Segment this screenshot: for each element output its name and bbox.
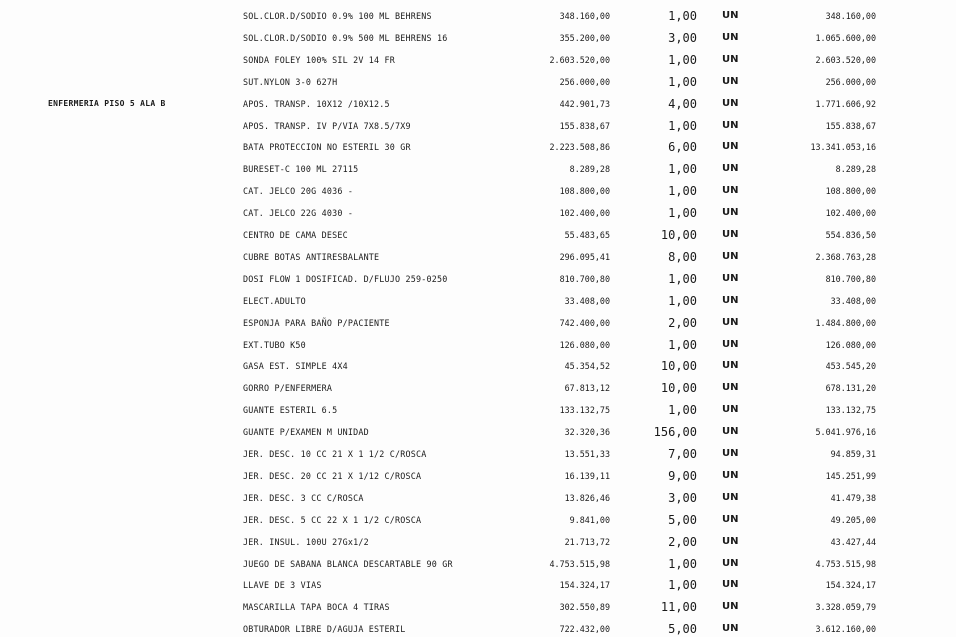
table-row — [0, 553, 956, 575]
line-total: 94.859,31 — [830, 449, 876, 459]
line-total: 133.132,75 — [825, 405, 876, 416]
line-total: 154.324,17 — [825, 580, 876, 591]
item-description: JER. DESC. 3 CC C/ROSCA — [243, 492, 364, 503]
unit-of-measure: UN — [722, 316, 739, 328]
item-description: EXT.TUBO K50 — [243, 339, 306, 350]
quantity: 10,00 — [660, 359, 697, 374]
unit-price: 133.132,75 — [559, 405, 610, 416]
line-total: 49.205,00 — [830, 514, 876, 525]
unit-of-measure: UN — [722, 513, 739, 525]
table-row — [0, 49, 956, 71]
table-row — [0, 27, 956, 49]
item-description: ESPONJA PARA BAÑO P/PACIENTE — [243, 317, 390, 328]
unit-price: 722.432,00 — [559, 624, 610, 635]
quantity: 2,00 — [668, 315, 697, 330]
line-total: 3.328.059,79 — [815, 602, 876, 613]
unit-of-measure: UN — [722, 272, 739, 284]
unit-price: 296.095,41 — [559, 251, 610, 262]
unit-of-measure: UN — [722, 294, 739, 306]
item-description: JER. INSUL. 100U 27Gx1/2 — [243, 536, 369, 547]
unit-price: 442.901,73 — [559, 98, 610, 109]
quantity: 1,00 — [668, 556, 697, 571]
quantity: 1,00 — [668, 74, 697, 89]
line-total: 2.368.763,28 — [815, 251, 876, 262]
unit-of-measure: UN — [722, 469, 739, 481]
item-description: BURESET-C 100 ML 27115 — [243, 164, 359, 175]
item-description: GORRO P/ENFERMERA — [243, 383, 333, 394]
line-total: 102.400,00 — [825, 208, 876, 219]
line-total: 5.041.976,16 — [815, 427, 876, 438]
unit-price: 32.320,36 — [564, 427, 610, 438]
unit-price: 102.400,00 — [559, 208, 610, 219]
quantity: 1,00 — [668, 293, 697, 308]
unit-price: 742.400,00 — [559, 317, 610, 328]
item-description: JUEGO DE SABANA BLANCA DESCARTABLE 90 GR — [243, 558, 453, 569]
table-row — [0, 246, 956, 268]
line-total: 4.753.515,98 — [815, 558, 876, 569]
line-total: 1.484.800,00 — [815, 317, 876, 328]
line-total: 256.000,00 — [825, 76, 876, 87]
table-row — [0, 268, 956, 290]
item-description: SOL.CLOR.D/SODIO 0.9% 100 ML BEHRENS — [243, 11, 432, 21]
unit-of-measure: UN — [722, 141, 739, 153]
unit-of-measure: UN — [722, 97, 739, 109]
unit-price: 45.354,52 — [564, 361, 610, 372]
table-row — [0, 421, 956, 443]
table-row — [0, 71, 956, 93]
line-total: 554.836,50 — [825, 230, 876, 240]
quantity: 1,00 — [668, 52, 697, 67]
item-description: GUANTE P/EXAMEN M UNIDAD — [243, 427, 369, 438]
table-row — [0, 487, 956, 509]
item-description: OBTURADOR LIBRE D/AGUJA ESTERIL — [243, 624, 406, 635]
item-description: MASCARILLA TAPA BOCA 4 TIRAS — [243, 602, 390, 613]
unit-of-measure: UN — [722, 31, 739, 43]
unit-of-measure: UN — [722, 579, 739, 591]
line-total: 678.131,20 — [825, 383, 876, 394]
line-total: 33.408,00 — [830, 295, 876, 306]
unit-price: 8.289,28 — [569, 164, 610, 175]
unit-price: 55.483,65 — [564, 230, 610, 240]
line-total: 126.080,00 — [825, 339, 876, 350]
quantity: 5,00 — [668, 622, 697, 637]
unit-of-measure: UN — [722, 360, 739, 372]
line-total: 8.289,28 — [835, 164, 876, 175]
table-row — [0, 180, 956, 202]
unit-of-measure: UN — [722, 601, 739, 613]
quantity: 1,00 — [668, 9, 697, 23]
table-row — [0, 443, 956, 465]
quantity: 1,00 — [668, 403, 697, 418]
unit-price: 21.713,72 — [564, 536, 610, 547]
unit-price: 154.324,17 — [559, 580, 610, 591]
unit-price: 355.200,00 — [559, 32, 610, 43]
quantity: 6,00 — [668, 140, 697, 155]
item-description: BATA PROTECCION NO ESTERIL 30 GR — [243, 142, 411, 153]
table-row — [0, 5, 956, 27]
unit-price: 2.223.508,86 — [549, 142, 610, 153]
quantity: 10,00 — [660, 381, 697, 396]
unit-of-measure: UN — [722, 250, 739, 262]
quantity: 5,00 — [668, 512, 697, 527]
unit-price: 9.841,00 — [569, 514, 610, 525]
unit-price: 126.080,00 — [559, 339, 610, 350]
quantity: 156,00 — [653, 425, 697, 440]
unit-of-measure: UN — [722, 207, 739, 219]
item-description: DOSI FLOW 1 DOSIFICAD. D/FLUJO 259-0250 — [243, 273, 448, 284]
unit-price: 108.800,00 — [559, 186, 610, 197]
table-row — [0, 355, 956, 377]
table-row — [0, 93, 956, 115]
table-row — [0, 465, 956, 487]
line-total: 41.479,38 — [830, 492, 876, 503]
table-row — [0, 399, 956, 421]
unit-price: 2.603.520,00 — [549, 54, 610, 65]
line-total: 145.251,99 — [825, 470, 876, 481]
table-row — [0, 224, 956, 246]
unit-of-measure: UN — [722, 338, 739, 350]
table-row — [0, 377, 956, 399]
unit-of-measure: UN — [722, 163, 739, 175]
quantity: 1,00 — [668, 271, 697, 286]
line-total: 1.065.600,00 — [815, 32, 876, 43]
quantity: 1,00 — [668, 162, 697, 177]
item-description: CAT. JELCO 20G 4036 - — [243, 186, 354, 197]
line-total: 43.427,44 — [830, 536, 876, 547]
quantity: 4,00 — [668, 96, 697, 111]
unit-price: 4.753.515,98 — [549, 558, 610, 569]
unit-price: 256.000,00 — [559, 76, 610, 87]
quantity: 1,00 — [668, 206, 697, 221]
item-description: SOL.CLOR.D/SODIO 0.9% 500 ML BEHRENS 16 — [243, 32, 448, 43]
unit-of-measure: UN — [722, 229, 739, 240]
unit-price: 13.551,33 — [564, 449, 610, 459]
item-description: SONDA FOLEY 100% SIL 2V 14 FR — [243, 54, 396, 65]
item-description: JER. DESC. 10 CC 21 X 1 1/2 C/ROSCA — [243, 449, 427, 459]
table-row — [0, 136, 956, 158]
item-description: GUANTE ESTERIL 6.5 — [243, 405, 338, 416]
line-total: 348.160,00 — [825, 11, 876, 21]
unit-of-measure: UN — [722, 185, 739, 197]
line-total: 108.800,00 — [825, 186, 876, 197]
unit-of-measure: UN — [722, 491, 739, 503]
quantity: 1,00 — [668, 118, 697, 133]
line-total: 810.700,80 — [825, 273, 876, 284]
table-row — [0, 509, 956, 531]
unit-price: 810.700,80 — [559, 273, 610, 284]
unit-of-measure: UN — [722, 623, 739, 635]
item-description: LLAVE DE 3 VIAS — [243, 580, 322, 591]
unit-price: 155.838,67 — [559, 120, 610, 131]
item-description: JER. DESC. 5 CC 22 X 1 1/2 C/ROSCA — [243, 514, 422, 525]
unit-price: 348.160,00 — [559, 11, 610, 21]
line-total: 155.838,67 — [825, 120, 876, 131]
item-description: APOS. TRANSP. 10X12 /10X12.5 — [243, 98, 390, 109]
quantity: 1,00 — [668, 184, 697, 199]
unit-of-measure: UN — [722, 404, 739, 416]
item-description: CAT. JELCO 22G 4030 - — [243, 208, 354, 219]
line-total: 453.545,20 — [825, 361, 876, 372]
table-row — [0, 334, 956, 356]
item-description: CUBRE BOTAS ANTIRESBALANTE — [243, 251, 380, 262]
unit-of-measure: UN — [722, 119, 739, 131]
quantity: 8,00 — [668, 249, 697, 264]
unit-of-measure: UN — [722, 448, 739, 459]
quantity: 3,00 — [668, 30, 697, 45]
table-row — [0, 158, 956, 180]
unit-price: 302.550,89 — [559, 602, 610, 613]
unit-of-measure: UN — [722, 557, 739, 569]
section-label: ENFERMERIA PISO 5 ALA B — [48, 98, 166, 108]
quantity: 1,00 — [668, 578, 697, 593]
table-row — [0, 290, 956, 312]
quantity: 3,00 — [668, 490, 697, 505]
unit-price: 67.813,12 — [564, 383, 610, 394]
unit-of-measure: UN — [722, 535, 739, 547]
table-row — [0, 596, 956, 618]
unit-price: 16.139,11 — [564, 470, 610, 481]
unit-of-measure: UN — [722, 426, 739, 438]
line-total: 13.341.053,16 — [810, 142, 876, 153]
line-total: 1.771.606,92 — [815, 98, 876, 109]
line-total: 2.603.520,00 — [815, 54, 876, 65]
quantity: 1,00 — [668, 337, 697, 352]
item-description: GASA EST. SIMPLE 4X4 — [243, 361, 348, 372]
unit-of-measure: UN — [722, 75, 739, 87]
item-description: ELECT.ADULTO — [243, 295, 306, 306]
quantity: 10,00 — [660, 228, 697, 242]
table-row — [0, 312, 956, 334]
unit-of-measure: UN — [722, 10, 739, 21]
unit-of-measure: UN — [722, 382, 739, 394]
item-description: SUT.NYLON 3-0 627H — [243, 76, 338, 87]
quantity: 9,00 — [668, 468, 697, 483]
quantity: 11,00 — [660, 600, 697, 615]
item-description: CENTRO DE CAMA DESEC — [243, 230, 348, 240]
unit-of-measure: UN — [722, 53, 739, 65]
table-row — [0, 574, 956, 596]
table-row — [0, 202, 956, 224]
item-description: JER. DESC. 20 CC 21 X 1/12 C/ROSCA — [243, 470, 422, 481]
unit-price: 13.826,46 — [564, 492, 610, 503]
item-description: APOS. TRANSP. IV P/VIA 7X8.5/7X9 — [243, 120, 411, 131]
table-row — [0, 531, 956, 553]
quantity: 2,00 — [668, 534, 697, 549]
unit-price: 33.408,00 — [564, 295, 610, 306]
quantity: 7,00 — [668, 447, 697, 461]
table-row — [0, 115, 956, 137]
line-total: 3.612.160,00 — [815, 624, 876, 635]
